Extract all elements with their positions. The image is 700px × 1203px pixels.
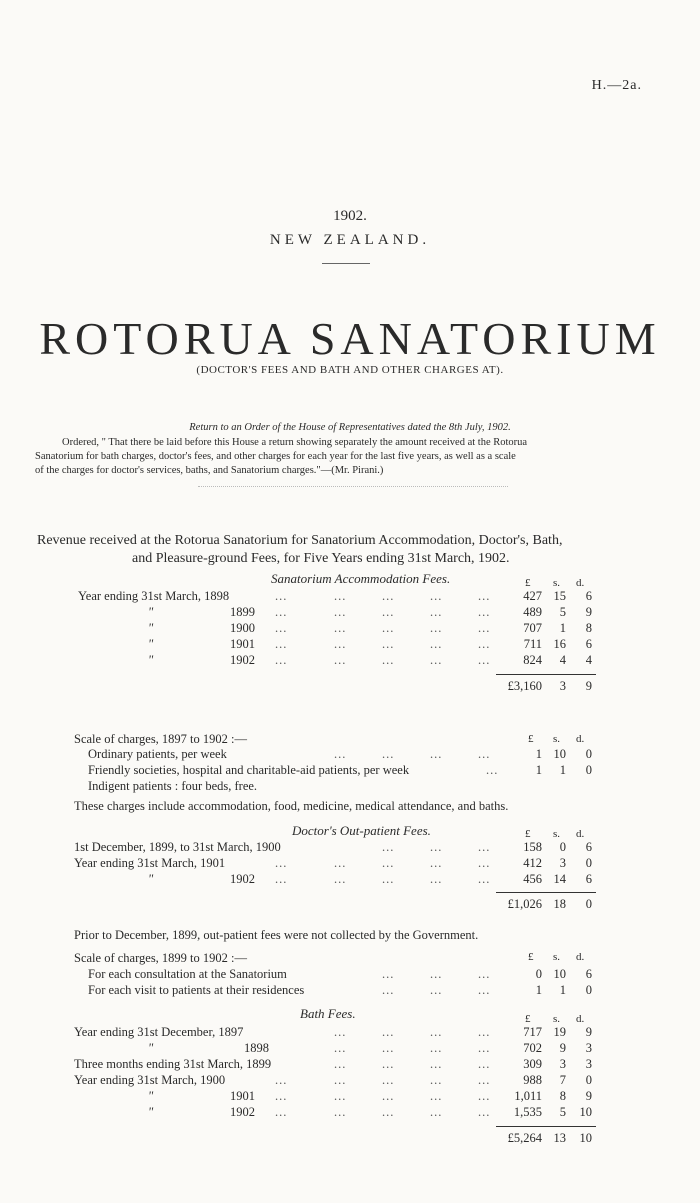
leader-dots: ... (334, 872, 347, 886)
document-subtitle: (DOCTOR'S FEES AND BATH AND OTHER CHARGES AT). (196, 364, 504, 376)
leader-dots: ... (430, 1025, 443, 1039)
leader-dots: ... (275, 589, 288, 603)
leader-dots: ... (430, 1073, 443, 1087)
row-year: 1902 (230, 872, 255, 886)
ditto-mark: " (148, 1089, 154, 1103)
leader-dots: ... (334, 1025, 347, 1039)
pence-header: d. (576, 828, 585, 840)
leader-dots: ... (430, 621, 443, 635)
leader-dots: ... (382, 840, 395, 854)
leader-dots: ... (275, 856, 288, 870)
table-row (0, 840, 700, 856)
row-label: Three months ending 31st March, 1899 (74, 1057, 272, 1071)
table-row (0, 1057, 700, 1073)
row-year: 1898 (244, 1041, 269, 1055)
table-row (0, 1105, 700, 1121)
pence-cell: 9 (585, 1089, 592, 1103)
leader-dots: ... (275, 653, 288, 667)
table-row (0, 1025, 700, 1041)
leader-dots: ... (275, 605, 288, 619)
pence-cell: 6 (585, 589, 592, 603)
leader-dots: ... (334, 637, 347, 651)
leader-dots: ... (430, 605, 443, 619)
pence-cell: 6 (585, 637, 592, 651)
total-rule (496, 1126, 596, 1127)
total-pounds: £5,264 (507, 1131, 542, 1145)
table-row (0, 1089, 700, 1105)
leader-dots: ... (382, 1025, 395, 1039)
leader-dots: ... (478, 840, 491, 854)
pounds-cell: 309 (523, 1057, 542, 1071)
leader-dots: ... (382, 1073, 395, 1087)
leader-dots: ... (382, 967, 395, 981)
revenue-heading-line-2: and Pleasure-ground Fees, for Five Years ending 31st March, 1902. (132, 551, 510, 566)
total-pounds: £1,026 (507, 897, 542, 911)
leader-dots: ... (478, 1041, 491, 1055)
table-row (0, 1073, 700, 1089)
leader-dots: ... (334, 1057, 347, 1071)
pence-cell: 8 (585, 621, 592, 635)
doctor-fees-note: Prior to December, 1899, out-patient fees were not collected by the Government. (74, 928, 479, 942)
leader-dots: ... (334, 1041, 347, 1055)
leader-dots: ... (382, 637, 395, 651)
total-row (0, 897, 700, 913)
ditto-mark: " (148, 605, 154, 619)
leader-dots: ... (382, 747, 395, 761)
pounds-cell: 711 (523, 637, 542, 651)
row-label: Friendly societies, hospital and charitable-aid patients, per week (88, 763, 410, 777)
pounds-cell: 1,011 (514, 1089, 542, 1103)
ditto-mark: " (148, 1041, 154, 1055)
pence-cell: 4 (585, 653, 592, 667)
total-row (0, 1131, 700, 1147)
leader-dots: ... (382, 1041, 395, 1055)
pence-cell: 3 (585, 1057, 592, 1071)
pence-cell: 0 (585, 1073, 592, 1087)
total-shillings: 18 (553, 897, 566, 911)
pence-header: d. (576, 577, 585, 589)
pounds-cell: 824 (523, 653, 542, 667)
leader-dots: ... (382, 653, 395, 667)
pence-cell: 6 (585, 967, 592, 981)
row-label: For each consultation at the Sanatorium (88, 967, 287, 981)
leader-dots: ... (382, 856, 395, 870)
scale-1-title: Scale of charges, 1897 to 1902 :— (74, 732, 247, 746)
shillings-header: s. (553, 733, 561, 745)
bath-fees-title: Bath Fees. (300, 1006, 356, 1021)
scale-2-title: Scale of charges, 1899 to 1902 :— (74, 951, 247, 965)
shillings-cell: 3 (559, 1057, 566, 1071)
leader-dots: ... (478, 1057, 491, 1071)
leader-dots: ... (478, 605, 491, 619)
row-label: Year ending 31st March, 1898 (78, 589, 230, 603)
total-rule (496, 892, 596, 893)
leader-dots: ... (382, 605, 395, 619)
pounds-cell: 1 (535, 983, 542, 997)
shillings-cell: 1 (559, 621, 566, 635)
pence-header: d. (576, 733, 585, 745)
shillings-cell: 1 (559, 763, 566, 777)
leader-dots: ... (478, 1105, 491, 1119)
leader-dots: ... (430, 1057, 443, 1071)
leader-dots: ... (334, 747, 347, 761)
pence-cell: 0 (585, 856, 592, 870)
pounds-cell: 1 (535, 747, 542, 761)
leader-dots: ... (382, 1105, 395, 1119)
leader-dots: ... (275, 1089, 288, 1103)
ditto-mark: " (148, 637, 154, 651)
pounds-cell: 427 (523, 589, 542, 603)
leader-dots: ... (478, 983, 491, 997)
leader-dots: ... (275, 872, 288, 886)
table-row (0, 621, 700, 637)
table-row (0, 1041, 700, 1057)
shillings-cell: 0 (559, 840, 566, 854)
shillings-cell: 5 (559, 1105, 566, 1119)
pence-cell: 6 (585, 872, 592, 886)
pence-cell: 0 (585, 747, 592, 761)
leader-dots: ... (478, 856, 491, 870)
shillings-cell: 14 (553, 872, 566, 886)
leader-dots: ... (334, 856, 347, 870)
doctor-fees-title: Doctor's Out-patient Fees. (292, 823, 431, 838)
shillings-cell: 15 (553, 589, 566, 603)
pence-cell: 3 (585, 1041, 592, 1055)
leader-dots: ... (478, 967, 491, 981)
row-label: Indigent patients : four beds, free. (88, 779, 258, 793)
pounds-cell: 0 (535, 967, 542, 981)
row-year: 1899 (230, 605, 255, 619)
order-divider (198, 486, 508, 487)
leader-dots: ... (430, 1105, 443, 1119)
revenue-heading-line-1: Revenue received at the Rotorua Sanatorium for Sanatorium Accommodation, Doctor's, Bath, (37, 533, 563, 548)
table-row (0, 605, 700, 621)
order-return-line: Return to an Order of the House of Representatives dated the 8th July, 1902. (189, 422, 511, 433)
row-label: Ordinary patients, per week (88, 747, 227, 761)
pence-cell: 0 (585, 983, 592, 997)
pounds-cell: 489 (523, 605, 542, 619)
pence-header: d. (576, 951, 585, 963)
leader-dots: ... (478, 653, 491, 667)
total-shillings: 3 (559, 679, 566, 693)
leader-dots: ... (430, 856, 443, 870)
total-row (0, 679, 700, 695)
leader-dots: ... (478, 621, 491, 635)
shillings-cell: 3 (559, 856, 566, 870)
leader-dots: ... (334, 589, 347, 603)
shillings-cell: 1 (559, 983, 566, 997)
leader-dots: ... (478, 1025, 491, 1039)
row-label: For each visit to patients at their residences (88, 983, 305, 997)
leader-dots: ... (334, 605, 347, 619)
pounds-cell: 1,535 (513, 1105, 542, 1119)
ditto-mark: " (148, 653, 154, 667)
row-label: Year ending 31st March, 1901 (74, 856, 226, 870)
table-row (0, 763, 700, 779)
pounds-header: £ (525, 828, 531, 840)
leader-dots: ... (430, 1041, 443, 1055)
row-year: 1901 (230, 1089, 255, 1103)
shillings-cell: 8 (559, 1089, 566, 1103)
leader-dots: ... (430, 872, 443, 886)
leader-dots: ... (478, 872, 491, 886)
table-row (0, 637, 700, 653)
order-text-line-1: Ordered, " That there be laid before this House a return showing separately the amount received at the Rotorua (62, 437, 528, 448)
row-label: 1st December, 1899, to 31st March, 1900 (74, 840, 281, 854)
leader-dots: ... (430, 637, 443, 651)
accommodation-title: Sanatorium Accommodation Fees. (271, 571, 451, 586)
document-code: H.—2a. (591, 78, 642, 93)
ditto-mark: " (148, 1105, 154, 1119)
table-row (0, 872, 700, 888)
row-year: 1902 (230, 1105, 255, 1119)
scale-2-column-header (0, 951, 700, 967)
table-row (0, 653, 700, 669)
table-row (0, 967, 700, 983)
document-year: 1902. (333, 208, 367, 224)
shillings-header: s. (553, 951, 561, 963)
table-row (0, 856, 700, 872)
ditto-mark: " (148, 621, 154, 635)
leader-dots: ... (478, 1089, 491, 1103)
leader-dots: ... (275, 1073, 288, 1087)
total-shillings: 13 (553, 1131, 566, 1145)
leader-dots: ... (430, 967, 443, 981)
pounds-header: £ (525, 577, 531, 589)
leader-dots: ... (382, 1089, 395, 1103)
leader-dots: ... (478, 747, 491, 761)
leader-dots: ... (430, 653, 443, 667)
leader-dots: ... (430, 589, 443, 603)
leader-dots: ... (430, 983, 443, 997)
shillings-cell: 7 (559, 1073, 566, 1087)
scale-1-note: These charges include accommodation, food, medicine, medical attendance, and baths. (74, 799, 509, 813)
leader-dots: ... (382, 621, 395, 635)
shillings-cell: 5 (559, 605, 566, 619)
document-title: ROTORUA SANATORIUM (39, 313, 661, 364)
row-label: Year ending 31st March, 1900 (74, 1073, 226, 1087)
table-row (0, 983, 700, 999)
total-rule (496, 674, 596, 675)
total-pence: 9 (585, 679, 592, 693)
leader-dots: ... (334, 1105, 347, 1119)
leader-dots: ... (334, 621, 347, 635)
order-text-line-2: Sanatorium for bath charges, doctor's fees, and other charges for each year for the last five years, as well as a scale (35, 451, 516, 462)
leader-dots: ... (334, 653, 347, 667)
leader-dots: ... (275, 1105, 288, 1119)
row-label: Year ending 31st December, 1897 (74, 1025, 244, 1039)
row-year: 1900 (230, 621, 255, 635)
leader-dots: ... (478, 637, 491, 651)
ditto-mark: " (148, 872, 154, 886)
table-row (0, 589, 700, 605)
leader-dots: ... (430, 747, 443, 761)
shillings-cell: 10 (553, 747, 566, 761)
country-heading: NEW ZEALAND. (269, 232, 431, 248)
pence-cell: 9 (585, 605, 592, 619)
shillings-header: s. (553, 828, 561, 840)
table-row (0, 779, 700, 795)
leader-dots: ... (275, 637, 288, 651)
leader-dots: ... (334, 1089, 347, 1103)
pounds-cell: 456 (523, 872, 542, 886)
total-pounds: £3,160 (507, 679, 542, 693)
leader-dots: ... (478, 1073, 491, 1087)
shillings-cell: 9 (559, 1041, 566, 1055)
order-text-line-3: of the charges for doctor's services, baths, and Sanatorium charges."—(Mr. Pirani.) (35, 465, 384, 476)
pounds-header: £ (528, 951, 534, 963)
leader-dots: ... (334, 1073, 347, 1087)
pounds-cell: 702 (523, 1041, 542, 1055)
pence-cell: 0 (585, 763, 592, 777)
pounds-cell: 988 (523, 1073, 542, 1087)
shillings-cell: 19 (553, 1025, 566, 1039)
leader-dots: ... (486, 763, 499, 777)
pounds-cell: 707 (523, 621, 542, 635)
shillings-cell: 4 (559, 653, 566, 667)
leader-dots: ... (382, 589, 395, 603)
pence-cell: 6 (585, 840, 592, 854)
leader-dots: ... (382, 1057, 395, 1071)
leader-dots: ... (430, 840, 443, 854)
pounds-cell: 1 (535, 763, 542, 777)
shillings-cell: 16 (553, 637, 566, 651)
leader-dots: ... (382, 872, 395, 886)
pence-cell: 10 (579, 1105, 592, 1119)
total-pence: 10 (579, 1131, 592, 1145)
pence-header: d. (576, 1013, 585, 1025)
leader-dots: ... (430, 1089, 443, 1103)
row-year: 1902 (230, 653, 255, 667)
row-year: 1901 (230, 637, 255, 651)
leader-dots: ... (275, 621, 288, 635)
pence-cell: 9 (585, 1025, 592, 1039)
pounds-cell: 412 (523, 856, 542, 870)
shillings-cell: 10 (553, 967, 566, 981)
pounds-header: £ (525, 1013, 531, 1025)
shillings-header: s. (553, 1013, 561, 1025)
total-pence: 0 (585, 897, 592, 911)
shillings-header: s. (553, 577, 561, 589)
leader-dots: ... (382, 983, 395, 997)
title-divider (322, 263, 370, 264)
pounds-cell: 717 (523, 1025, 542, 1039)
table-row (0, 747, 700, 763)
pounds-cell: 158 (523, 840, 542, 854)
pounds-header: £ (528, 733, 534, 745)
leader-dots: ... (478, 589, 491, 603)
